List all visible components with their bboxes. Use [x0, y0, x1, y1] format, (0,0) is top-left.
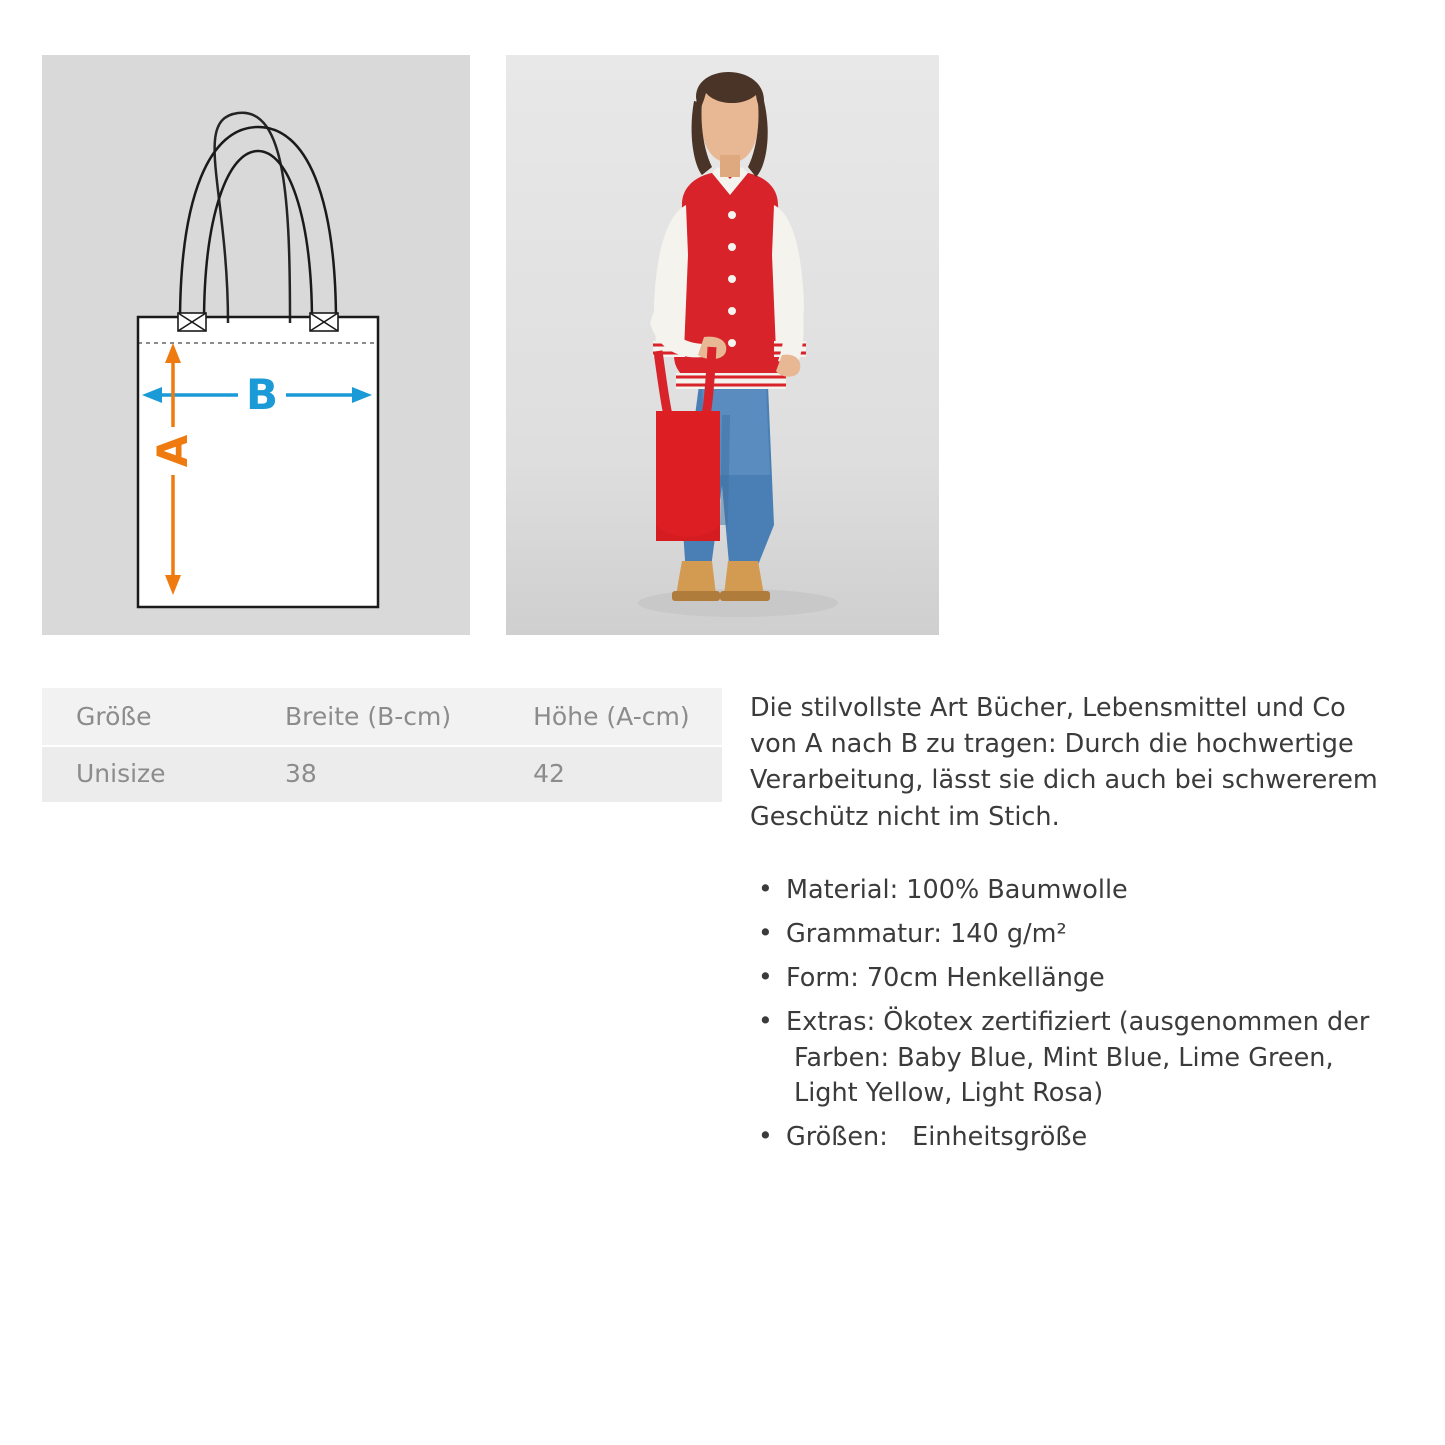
list-item [750, 1005, 1400, 1111]
feature-sizes: Größen: Einheitsgröße [786, 1121, 1088, 1152]
table-header-height: Höhe (A-cm) [499, 688, 722, 746]
description-intro: Die stilvollste Art Bücher, Lebensmittel und Co von A nach B zu tragen: Durch die hochwertige Verarbeitung, lässt sie dich auch bei schwererem Geschütz nicht im Stich. [750, 693, 1378, 832]
feature-list [750, 873, 1400, 1155]
feature-form: Form: 70cm Henkellänge [786, 963, 1105, 994]
feature-material: Material: 100% Baumwolle [786, 874, 1128, 905]
cell-height: 42 [499, 746, 722, 802]
model-photo-svg [506, 55, 939, 635]
product-images-row [42, 55, 939, 635]
bag-diagram-svg [42, 55, 470, 635]
table-header-width: Breite (B-cm) [251, 688, 499, 746]
diagram-label-b: B [245, 370, 279, 419]
product-description [750, 690, 1400, 1164]
table-row [42, 746, 722, 802]
list-item [750, 1120, 1400, 1155]
list-item [750, 873, 1400, 908]
table-header-size: Größe [42, 688, 251, 746]
table-header-row [42, 688, 722, 746]
cell-size: Unisize [42, 746, 251, 802]
measurement-diagram [42, 55, 470, 635]
list-item [750, 961, 1400, 996]
feature-extras-line3: Light Yellow, Light Rosa) [794, 1077, 1104, 1108]
model-photo [506, 55, 939, 635]
cell-width: 38 [251, 746, 499, 802]
size-table [42, 688, 722, 802]
feature-weight: Grammatur: 140 g/m² [786, 919, 1067, 949]
feature-extras-line2: Farben: Baby Blue, Mint Blue, Lime Green, [794, 1042, 1334, 1073]
feature-extras: Extras: Ökotex zertifiziert (ausgenommen der [786, 1007, 1370, 1038]
list-item [750, 917, 1400, 952]
diagram-label-a: A [148, 434, 197, 468]
